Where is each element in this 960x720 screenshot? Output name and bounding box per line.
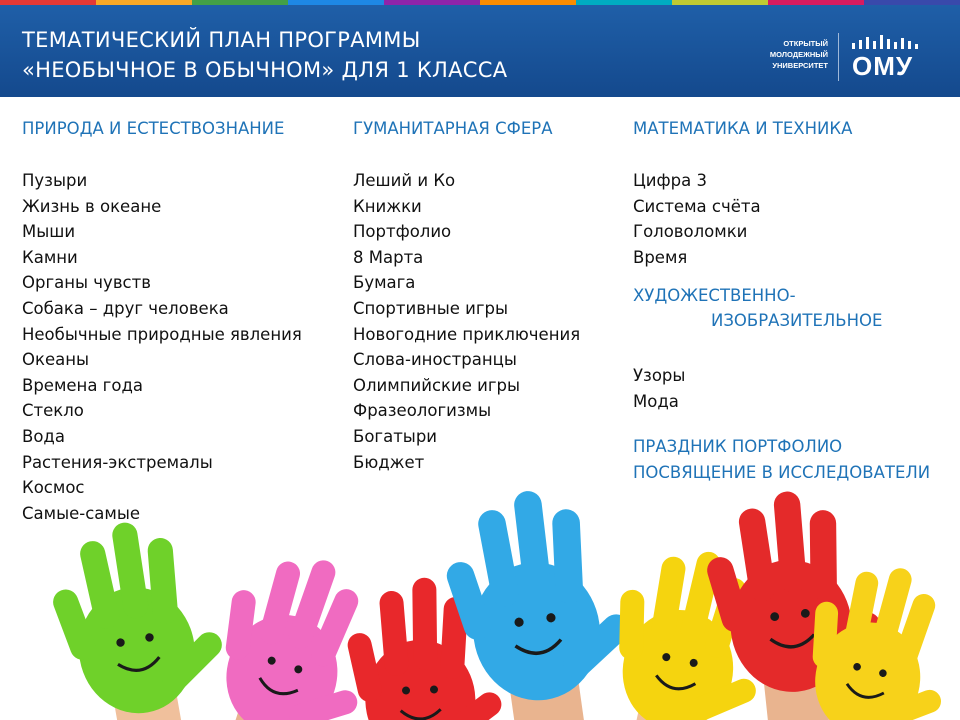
list-item: Бюджет bbox=[353, 452, 425, 472]
logo-line-3: УНИВЕРСИТЕТ bbox=[772, 61, 828, 70]
heading-art-line-2: ИЗОБРАЗИТЕЛЬНОЕ bbox=[711, 311, 883, 330]
list-item: Космос bbox=[22, 478, 85, 498]
list-item: Вода bbox=[22, 426, 65, 446]
list-item: Растения-экстремалы bbox=[22, 452, 213, 472]
list-item: Новогодние приключения bbox=[353, 324, 581, 344]
list-item: Слова-иностранцы bbox=[353, 350, 517, 370]
list-item: Необычные природные явления bbox=[22, 324, 302, 344]
list-item: Время bbox=[633, 247, 688, 267]
logo-abbreviation: ОМУ bbox=[852, 51, 914, 81]
list-item: Пузыри bbox=[22, 171, 88, 190]
list-item: Органы чувств bbox=[22, 273, 151, 293]
list-item: Цифра 3 bbox=[633, 171, 707, 190]
heading-portfolio-line-1: ПРАЗДНИК ПОРТФОЛИО bbox=[633, 437, 843, 456]
heading-nature: ПРИРОДА И ЕСТЕСТВОЗНАНИЕ bbox=[22, 119, 285, 138]
heading-math: МАТЕМАТИКА И ТЕХНИКА bbox=[633, 119, 853, 138]
list-item: Фразеологизмы bbox=[353, 401, 492, 421]
list-item: Мода bbox=[633, 391, 679, 411]
list-item: Самые-самые bbox=[22, 503, 141, 523]
list-item: Стекло bbox=[22, 401, 84, 421]
list-item: Узоры bbox=[633, 366, 686, 385]
title-line-1: ТЕМАТИЧЕСКИЙ ПЛАН ПРОГРАММЫ bbox=[22, 28, 421, 52]
list-item: Спортивные игры bbox=[353, 298, 509, 318]
list-item: Времена года bbox=[22, 375, 143, 395]
heading-art-line-1: ХУДОЖЕСТВЕННО- bbox=[633, 286, 796, 305]
list-item: Портфолио bbox=[353, 222, 452, 242]
list-item: Богатыри bbox=[353, 426, 438, 446]
heading-portfolio-line-2: ПОСВЯЩЕНИЕ В ИССЛЕДОВАТЕЛИ bbox=[633, 463, 931, 482]
list-item: 8 Марта bbox=[353, 247, 424, 267]
list-item: Камни bbox=[22, 247, 78, 267]
list-item: Собака – друг человека bbox=[22, 298, 229, 318]
list-item: Бумага bbox=[353, 273, 416, 293]
painted-hand bbox=[39, 508, 252, 720]
list-item: Книжки bbox=[353, 196, 422, 216]
heading-humanities: ГУМАНИТАРНАЯ СФЕРА bbox=[353, 119, 553, 138]
list-item: Система счёта bbox=[633, 196, 761, 216]
list-item: Головоломки bbox=[633, 222, 748, 242]
list-item: Мыши bbox=[22, 222, 76, 242]
list-item: Жизнь в океане bbox=[22, 196, 162, 216]
logo-line-2: МОЛОДЕЖНЫЙ bbox=[769, 50, 828, 59]
list-item: Олимпийские игры bbox=[353, 375, 520, 395]
logo-line-1: ОТКРЫТЫЙ bbox=[783, 39, 828, 48]
list-item: Океаны bbox=[22, 350, 90, 370]
title-line-2: «НЕОБЫЧНОЕ В ОБЫЧНОМ» ДЛЯ 1 КЛАССА bbox=[22, 58, 508, 82]
list-item: Леший и Ко bbox=[353, 171, 456, 190]
